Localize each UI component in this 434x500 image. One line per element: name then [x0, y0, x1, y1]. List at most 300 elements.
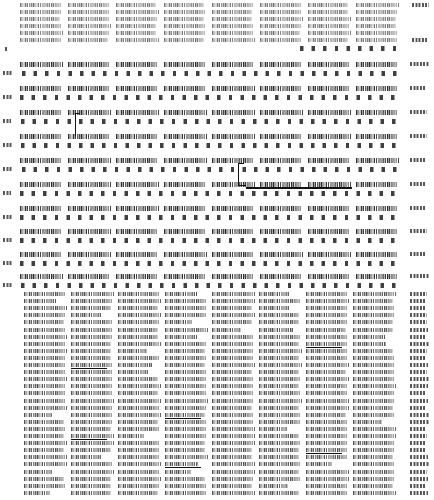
sequence-group	[356, 206, 398, 211]
sequence-group	[24, 413, 52, 417]
sequence-group	[20, 252, 61, 257]
sequence-group	[24, 484, 65, 488]
residue-number	[3, 283, 13, 287]
sequence-group	[118, 313, 161, 317]
sequence-group	[212, 391, 253, 395]
sequence-group	[116, 134, 158, 139]
sequence-group	[68, 229, 111, 234]
sequence-group	[165, 462, 198, 466]
residue-number	[3, 191, 11, 195]
sequence-group	[165, 384, 207, 388]
nucleotide-number	[410, 448, 425, 452]
nucleotide-number	[412, 38, 428, 42]
sequence-group	[24, 320, 64, 324]
sequence-group	[212, 406, 252, 410]
sequence-group	[353, 484, 393, 488]
sequence-group	[71, 335, 112, 339]
sequence-group	[71, 413, 113, 417]
sequence-group	[212, 462, 255, 466]
sequence-group	[306, 306, 347, 310]
sequence-group	[212, 134, 255, 139]
underline	[165, 418, 201, 419]
nucleotide-number	[410, 484, 425, 488]
sequence-group	[71, 384, 112, 388]
sequence-group	[259, 484, 288, 488]
sequence-group	[356, 229, 398, 234]
sequence-group	[260, 110, 303, 115]
sequence-group	[212, 420, 253, 424]
sequence-group	[68, 274, 109, 279]
sequence-group	[71, 349, 111, 353]
underline	[165, 467, 201, 468]
sequence-group	[118, 342, 161, 346]
sequence-group	[24, 477, 64, 481]
sequence-group	[20, 158, 61, 163]
sequence-group	[164, 134, 207, 139]
sequence-group	[308, 17, 351, 21]
sequence-group	[116, 182, 159, 187]
sequence-group	[306, 335, 348, 339]
sequence-group	[356, 17, 396, 21]
sequence-group	[68, 252, 111, 257]
sequence-group	[306, 427, 348, 431]
amino-acid-row	[300, 46, 402, 51]
sequence-group	[353, 292, 396, 296]
sequence-group	[24, 434, 64, 438]
sequence-group	[118, 292, 159, 296]
sequence-group	[356, 158, 399, 163]
sequence-group	[164, 3, 204, 7]
sequence-group	[20, 274, 63, 279]
sequence-group	[20, 134, 62, 139]
sequence-group	[259, 491, 299, 495]
sequence-group	[259, 370, 299, 374]
sequence-group	[116, 274, 157, 279]
nucleotide-number	[410, 413, 429, 417]
nucleotide-number	[410, 274, 429, 278]
sequence-group	[20, 182, 61, 187]
sequence-group	[165, 320, 192, 324]
sequence-group	[20, 31, 63, 35]
sequence-group	[259, 349, 302, 353]
nucleotide-number	[410, 335, 426, 339]
sequence-group	[259, 399, 302, 403]
sequence-group	[164, 229, 205, 234]
sequence-group	[116, 158, 158, 163]
sequence-group	[165, 342, 207, 346]
sequence-group	[306, 299, 349, 303]
sequence-group	[24, 363, 65, 367]
sequence-group	[118, 370, 149, 374]
amino-acid-row	[20, 215, 400, 220]
sequence-group	[308, 134, 351, 139]
sequence-group	[306, 320, 348, 324]
sequence-group	[20, 86, 61, 91]
amino-acid-row	[21, 143, 401, 148]
sequence-group	[165, 420, 206, 424]
nucleotide-number	[410, 313, 427, 317]
sequence-group	[20, 17, 60, 21]
sequence-group	[353, 342, 386, 346]
sequence-group	[212, 24, 254, 28]
sequence-group	[212, 38, 255, 42]
box-line	[238, 163, 239, 186]
sequence-group	[212, 455, 252, 459]
nucleotide-number	[410, 349, 427, 353]
sequence-group	[353, 441, 394, 445]
sequence-group	[71, 462, 113, 466]
sequence-group	[118, 356, 160, 360]
underline	[71, 368, 107, 369]
sequence-group	[308, 31, 351, 35]
bracket-line	[75, 113, 76, 136]
sequence-group	[353, 370, 394, 374]
sequence-group	[118, 462, 161, 466]
sequence-group	[260, 62, 301, 67]
sequence-group	[24, 441, 67, 445]
sequence-group	[24, 299, 56, 303]
sequence-group	[24, 335, 67, 339]
sequence-group	[71, 356, 111, 360]
sequence-group	[71, 377, 112, 381]
sequence-group	[306, 484, 348, 488]
sequence-group	[164, 110, 207, 115]
sequence-group	[118, 306, 158, 310]
sequence-group	[259, 384, 299, 388]
sequence-group	[118, 384, 161, 388]
sequence-group	[259, 313, 299, 317]
sequence-group	[259, 448, 299, 452]
sequence-group	[71, 320, 113, 324]
residue-number	[3, 119, 11, 123]
sequence-group	[212, 306, 252, 310]
sequence-group	[212, 441, 255, 445]
sequence-group	[259, 306, 290, 310]
nucleotide-number	[410, 384, 428, 388]
sequence-group	[356, 3, 399, 7]
sequence-group	[24, 427, 66, 431]
sequence-group	[306, 455, 348, 459]
sequence-group	[308, 3, 348, 7]
sequence-group	[353, 462, 395, 466]
nucleotide-number	[410, 182, 426, 186]
sequence-group	[306, 413, 346, 417]
nucleotide-number	[410, 292, 427, 296]
sequence-group	[212, 3, 253, 7]
nucleotide-number	[410, 299, 426, 303]
sequence-group	[164, 10, 206, 14]
sequence-group	[71, 328, 113, 332]
amino-acid-row	[21, 119, 401, 124]
sequence-group	[308, 206, 349, 211]
sequence-group	[212, 274, 253, 279]
sequence-group	[118, 399, 161, 403]
sequence-group	[259, 356, 299, 360]
sequence-group	[212, 384, 253, 388]
nucleotide-number	[410, 420, 429, 424]
sequence-group	[24, 384, 65, 388]
nucleotide-number	[410, 229, 427, 233]
sequence-group	[212, 470, 255, 474]
box-tick	[238, 185, 246, 186]
sequence-group	[356, 110, 398, 115]
sequence-group	[353, 349, 393, 353]
sequence-group	[165, 349, 205, 353]
sequence-group	[306, 349, 348, 353]
nucleotide-number	[410, 328, 428, 332]
sequence-group	[306, 462, 332, 466]
sequence-group	[165, 370, 207, 374]
sequence-group	[212, 491, 255, 495]
sequence-group	[24, 455, 67, 459]
sequence-group	[212, 328, 241, 332]
sequence-group	[71, 406, 113, 410]
sequence-group	[165, 470, 191, 474]
sequence-group	[165, 406, 206, 410]
sequence-group	[212, 229, 253, 234]
sequence-group	[212, 399, 253, 403]
nucleotide-number	[410, 399, 428, 403]
sequence-group	[24, 462, 67, 466]
sequence-group	[24, 306, 67, 310]
sequence-group	[260, 86, 302, 91]
sequence-group	[212, 448, 252, 452]
sequence-group	[116, 38, 159, 42]
underline	[71, 439, 107, 440]
sequence-group	[71, 313, 102, 317]
sequence-group	[165, 377, 206, 381]
sequence-group	[71, 434, 114, 438]
sequence-group	[24, 370, 66, 374]
sequence-group	[259, 455, 299, 459]
sequence-group	[24, 342, 66, 346]
sequence-group	[353, 328, 393, 332]
amino-acid-row	[22, 71, 402, 76]
sequence-group	[118, 335, 158, 339]
sequence-group	[306, 356, 347, 360]
sequence-group	[165, 299, 207, 303]
sequence-group	[308, 24, 349, 28]
sequence-group	[68, 17, 110, 21]
sequence-group	[260, 17, 303, 21]
sequence-group	[356, 182, 397, 187]
sequence-group	[20, 3, 61, 7]
sequence-group	[356, 24, 396, 28]
sequence-group	[71, 441, 114, 445]
nucleotide-number	[410, 370, 427, 374]
sequence-group	[118, 299, 161, 303]
sequence-group	[259, 328, 293, 332]
sequence-group	[260, 134, 301, 139]
sequence-group	[259, 462, 301, 466]
nucleotide-number	[410, 86, 426, 90]
sequence-group	[165, 413, 205, 417]
residue-number	[3, 143, 13, 147]
sequence-group	[212, 10, 252, 14]
sequence-group	[212, 377, 253, 381]
sequence-group	[259, 377, 300, 381]
sequence-group	[308, 86, 350, 91]
nucleotide-number	[410, 356, 425, 360]
sequence-group	[164, 274, 205, 279]
sequence-group	[356, 252, 398, 257]
sequence-group	[164, 158, 207, 163]
sequence-group	[356, 86, 397, 91]
sequence-group	[24, 377, 67, 381]
sequence-group	[308, 62, 349, 67]
sequence-group	[20, 38, 61, 42]
sequence-group	[259, 391, 300, 395]
sequence-group	[71, 448, 111, 452]
sequence-group	[306, 470, 349, 474]
nucleotide-number	[410, 441, 426, 445]
sequence-group	[212, 342, 254, 346]
sequence-group	[353, 477, 395, 481]
sequence-group	[24, 420, 64, 424]
sequence-group	[118, 434, 144, 438]
sequence-group	[165, 335, 197, 339]
sequence-group	[68, 24, 111, 28]
nucleotide-number	[410, 158, 426, 162]
sequence-group	[212, 320, 252, 324]
sequence-group	[212, 427, 255, 431]
sequence-group	[259, 292, 289, 296]
sequence-group	[259, 470, 299, 474]
sequence-group	[260, 158, 302, 163]
sequence-group	[118, 441, 160, 445]
sequence-group	[260, 229, 302, 234]
sequence-group	[356, 62, 398, 67]
sequence-group	[165, 427, 207, 431]
sequence-group	[353, 448, 395, 452]
sequence-group	[24, 470, 52, 474]
sequence-group	[71, 391, 112, 395]
nucleotide-number	[412, 3, 429, 7]
sequence-group	[24, 406, 67, 410]
sequence-group	[20, 62, 63, 67]
underline	[306, 453, 342, 454]
sequence-group	[212, 363, 255, 367]
sequence-group	[165, 356, 207, 360]
sequence-group	[260, 206, 301, 211]
nucleotide-number	[410, 462, 429, 466]
sequence-group	[259, 413, 301, 417]
sequence-group	[353, 320, 393, 324]
motif-underline	[246, 187, 352, 189]
sequence-group	[118, 427, 160, 431]
sequence-group	[24, 356, 65, 360]
sequence-group	[306, 377, 349, 381]
sequence-group	[116, 229, 157, 234]
sequence-group	[118, 420, 158, 424]
sequence-group	[71, 399, 114, 403]
sequence-group	[260, 3, 302, 7]
sequence-group	[306, 384, 347, 388]
sequence-group	[71, 306, 111, 310]
nucleotide-number	[410, 134, 427, 138]
sequence-group	[259, 342, 299, 346]
sequence-group	[68, 206, 111, 211]
sequence-group	[24, 313, 65, 317]
sequence-group	[259, 363, 302, 367]
sequence-group	[118, 391, 158, 395]
sequence-group	[356, 38, 398, 42]
sequence-group	[118, 328, 158, 332]
sequence-group	[71, 491, 111, 495]
sequence-group	[212, 370, 252, 374]
sequence-group	[259, 335, 301, 339]
sequence-group	[308, 158, 349, 163]
sequence-group	[308, 229, 349, 234]
sequence-group	[116, 31, 156, 35]
residue-number	[3, 261, 12, 265]
amino-acid-row	[20, 95, 400, 100]
sequence-group	[306, 420, 348, 424]
sequence-group	[259, 299, 301, 303]
sequence-group	[118, 377, 158, 381]
sequence-group	[306, 370, 346, 374]
bracket-tick	[75, 113, 80, 114]
sequence-group	[71, 292, 114, 296]
residue-number	[3, 167, 12, 171]
sequence-group	[68, 86, 110, 91]
sequence-group	[356, 10, 398, 14]
sequence-group	[260, 252, 303, 257]
sequence-group	[118, 455, 160, 459]
sequence-group	[212, 484, 252, 488]
sequence-group	[212, 206, 254, 211]
nucleotide-number	[410, 455, 428, 459]
sequence-group	[165, 448, 205, 452]
sequence-group	[118, 477, 161, 481]
nucleotide-number	[410, 342, 429, 346]
sequence-group	[353, 377, 395, 381]
sequence-group	[164, 206, 205, 211]
sequence-group	[260, 24, 302, 28]
amino-acid-row	[20, 191, 400, 196]
sequence-group	[259, 441, 300, 445]
sequence-group	[71, 370, 112, 374]
sequence-group	[259, 434, 299, 438]
sequence-group	[118, 349, 147, 353]
sequence-group	[212, 477, 254, 481]
sequence-group	[165, 455, 208, 459]
nucleotide-number	[410, 306, 426, 310]
sequence-group	[306, 313, 347, 317]
sequence-group	[308, 274, 350, 279]
sequence-group	[212, 86, 255, 91]
residue-number	[3, 238, 12, 242]
nucleotide-number	[410, 110, 427, 114]
sequence-group	[118, 363, 152, 367]
sequence-group	[212, 17, 252, 21]
sequence-group	[164, 31, 206, 35]
residue-number	[5, 47, 8, 51]
sequence-group	[353, 399, 394, 403]
sequence-group	[20, 229, 61, 234]
sequence-group	[165, 328, 208, 332]
sequence-group	[165, 306, 207, 310]
sequence-group	[353, 406, 393, 410]
sequence-group	[116, 110, 159, 115]
nucleotide-number	[410, 427, 426, 431]
sequence-group	[116, 3, 156, 7]
sequence-group	[164, 24, 205, 28]
sequence-group	[118, 491, 158, 495]
sequence-group	[308, 10, 348, 14]
nucleotide-number	[410, 434, 427, 438]
sequence-group	[353, 363, 394, 367]
